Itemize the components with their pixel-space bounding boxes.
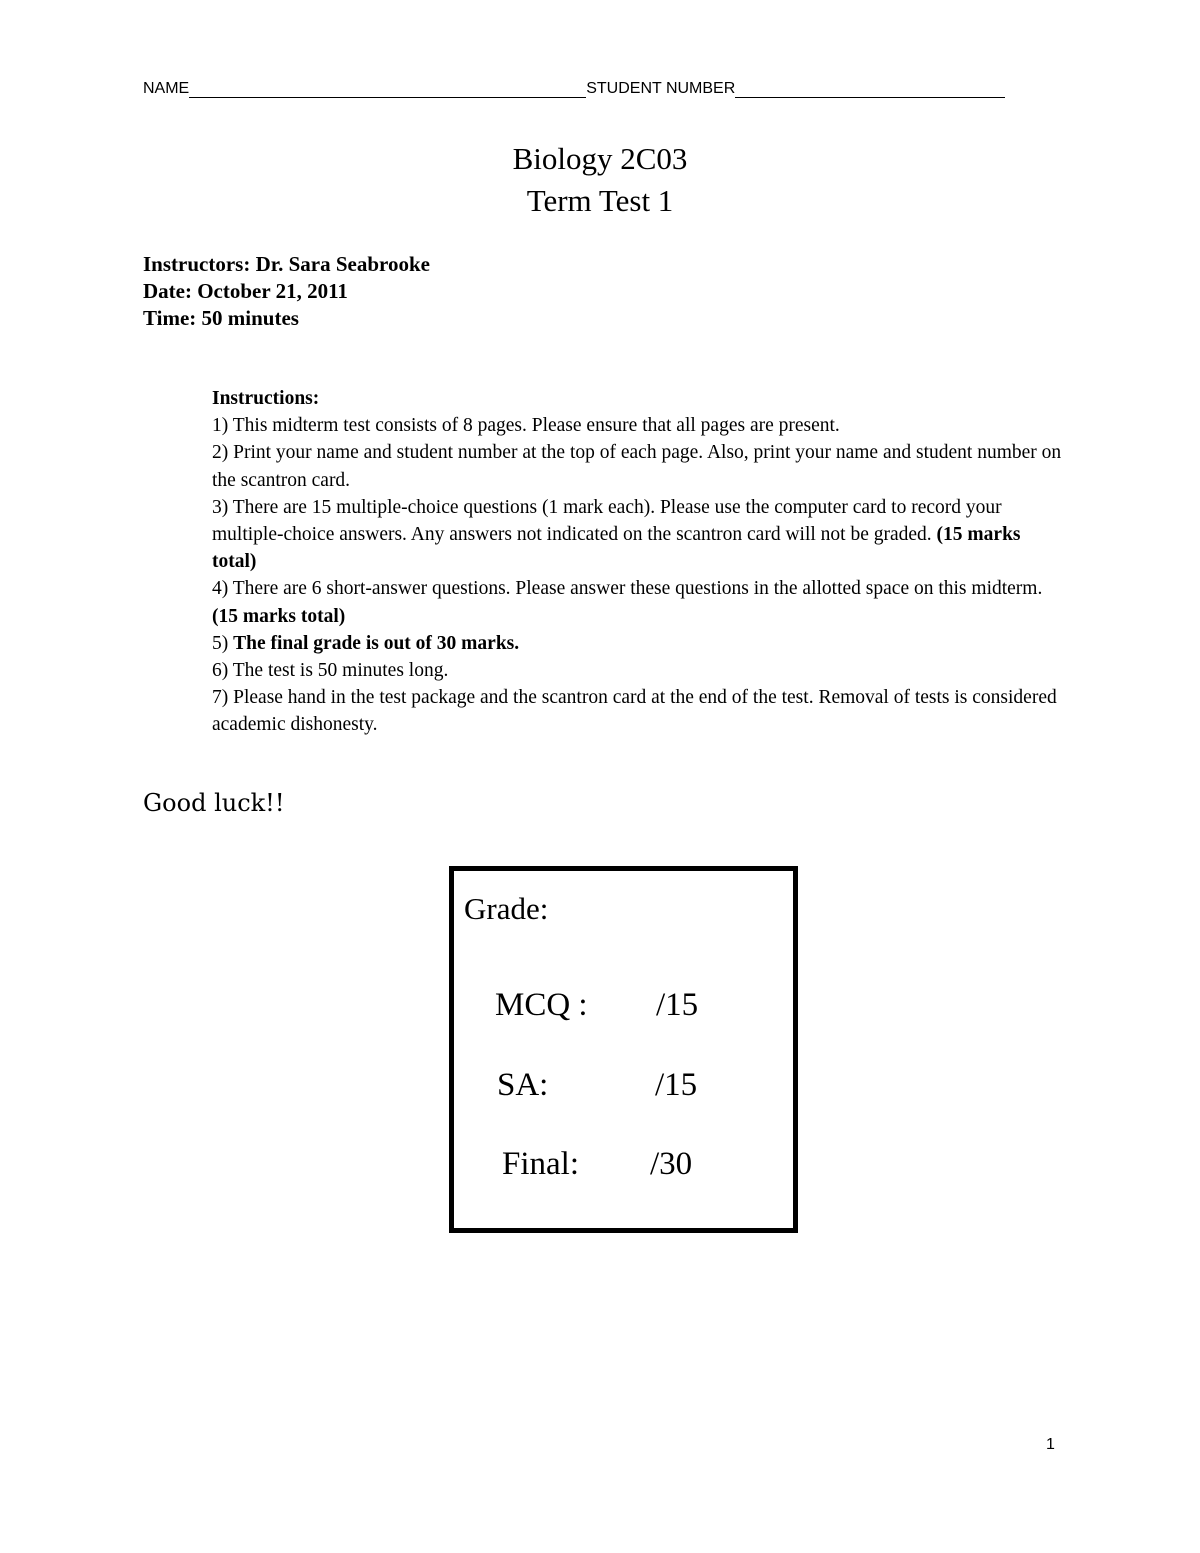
mcq-label: MCQ :	[495, 987, 588, 1023]
instructions-block	[212, 385, 1062, 739]
instruction-item: 3) There are 15 multiple-choice questions (1 mark each). Please use the computer card to record your multiple-choice answers. Any answers not indicated on the scantron card will not be graded. (15 marks total)	[212, 496, 1021, 573]
instructions-heading: Instructions:	[212, 388, 320, 409]
name-label: NAME	[143, 80, 190, 97]
good-luck-message: Good luck!!	[143, 789, 285, 817]
instruction-item: 6) The test is 50 minutes long.	[212, 660, 449, 682]
mcq-score: /15	[656, 987, 699, 1023]
date-line: Date: October 21, 2011	[143, 279, 348, 303]
final-label: Final:	[502, 1146, 580, 1182]
page-header	[143, 72, 1033, 98]
sa-score: /15	[655, 1067, 698, 1103]
sa-label: SA:	[497, 1067, 549, 1103]
grade-label: Grade:	[464, 891, 549, 926]
test-title: Term Test 1	[526, 183, 674, 218]
instruction-item: 1) This midterm test consists of 8 pages. Please ensure that all pages are present.	[212, 415, 840, 437]
student-number-label: STUDENT NUMBER	[586, 80, 736, 97]
name-blank-line[interactable]	[189, 80, 586, 98]
grade-box	[449, 866, 798, 1233]
instruction-item: 7) Please hand in the test package and the scantron card at the end of the test. Removal of tests is considered academic dishonesty.	[212, 687, 1057, 736]
instruction-item: 5) The final grade is out of 30 marks.	[212, 632, 520, 654]
exam-metadata	[143, 251, 430, 332]
course-title: Biology 2C03	[512, 141, 688, 176]
time-line: Time: 50 minutes	[143, 306, 299, 330]
instruction-item: 4) There are 6 short-answer questions. Please answer these questions in the allotted space on this midterm. (15 marks total)	[212, 578, 1043, 627]
instruction-item: 2) Print your name and student number at the top of each page. Also, print your name and student number on the scantron card.	[212, 442, 1062, 491]
page-number: 1	[1046, 1436, 1055, 1453]
instructors-line: Instructors: Dr. Sara Seabrooke	[143, 252, 430, 276]
final-score: /30	[650, 1146, 693, 1182]
student-number-blank-line[interactable]	[735, 80, 1005, 98]
